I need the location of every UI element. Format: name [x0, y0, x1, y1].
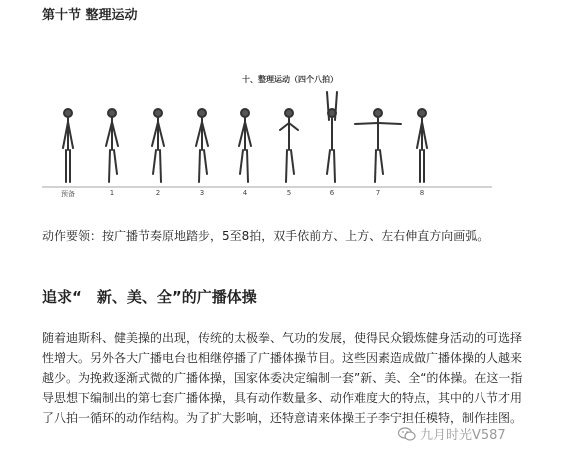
figure-label: 6	[329, 189, 335, 197]
figure-label: 1	[109, 189, 115, 197]
figure-5	[280, 109, 298, 182]
exercise-figure	[42, 70, 492, 200]
wechat-icon	[398, 427, 416, 441]
figure-label: 4	[242, 189, 248, 197]
figure-label: 7	[375, 189, 381, 197]
exercise-illustration	[42, 70, 492, 200]
figure-2	[152, 109, 164, 182]
figure-8	[417, 109, 427, 182]
figure-3	[196, 109, 208, 182]
figure-label: 2	[155, 189, 161, 197]
figure-label: 8	[419, 189, 425, 197]
watermark-text: 九月时光V587	[420, 428, 506, 443]
figure-title: 十、整理运动（四个八拍）	[242, 75, 338, 84]
figure-4	[239, 109, 251, 182]
figure-label: 预备	[61, 190, 75, 198]
section-heading: 追求“ 新、美、全”的广播体操	[42, 288, 257, 306]
figure-7	[355, 109, 401, 182]
action-essentials-text: 动作要领：按广播节奏原地踏步，5至8拍，双手依前方、上方、左右伸直方向画弧。	[42, 229, 490, 243]
figure-label: 3	[199, 189, 205, 197]
body-paragraph: 随着迪斯科、健美操的出现，传统的太极拳、气功的发展，使得民众锻炼健身活动的可选择性增大。另外各大广播电台也相继停播了广播体操节目。这些因素造成做广播体操的人越来越少。为挽救逐渐式微的广播体操，国家体委决定编制一套”新、美、全“的体操。在这一指导思想下编制出的第七套广播体操，具有动作数量多、动作难度大的特点，其中的八节才用了八拍一循环的动作结构。为了扩大影响，还特意请来体操王子李宁担任模特，制作挂图。	[42, 331, 523, 425]
watermark	[398, 424, 506, 443]
figure-6	[327, 92, 337, 182]
section-title: 第十节 整理运动	[42, 8, 138, 23]
figure-label: 5	[286, 189, 292, 197]
figure-ready	[63, 109, 73, 182]
figure-1	[106, 109, 118, 182]
